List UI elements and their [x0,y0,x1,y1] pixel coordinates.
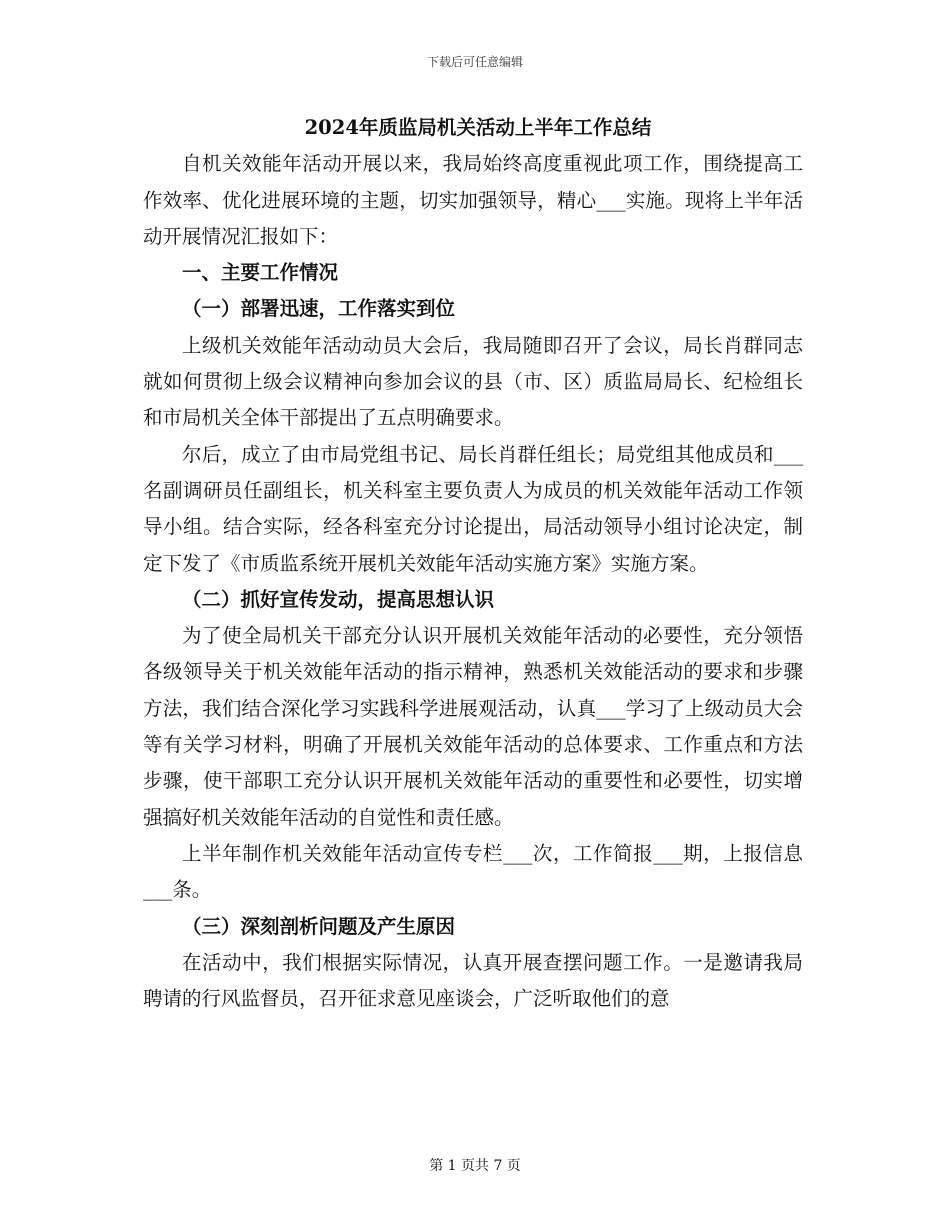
heading-main-work: 一、主要工作情况 [182,261,339,285]
header-note: 下载后可任意编辑 [426,55,523,69]
page-number-footer: 第 1 页共 7 页 [429,1158,521,1174]
paragraph-5: 在活动中，我们根据实际情况，认真开展查摆问题工作。一是邀请我局聘请的行风监督员，召开征求意见座谈会，广泛听取他们的意 [143,950,803,1011]
subheading-1: （一）部署迅速，工作落实到位 [182,297,456,321]
document-title: 2024年质监局机关活动上半年工作总结 [304,116,652,139]
subheading-2: （二）抓好宣传发动，提高思想认识 [182,587,495,611]
paragraph-4: 上半年制作机关效能年活动宣传专栏___次，工作简报___期，上报信息___条。 [143,841,803,902]
paragraph-2: 尔后，成立了由市局党组书记、局长肖群任组长；局党组其他成员和___名副调研员任副组长，机关科室主要负责人为成员的机关效能年活动工作领导小组。结合实际，经各科室充分讨论提出，局活动领导小组讨论决定，制定下发了《市质监系统开展机关效能年活动实施方案》实施方案。 [143,442,803,575]
document-body [143,110,803,1017]
paragraph-1: 上级机关效能年活动动员大会后，我局随即召开了会议，局长肖群同志就如何贯彻上级会议精神向参加会议的县（市、区）质监局局长、纪检组长和市局机关全体干部提出了五点明确要求。 [143,333,803,430]
paragraph-intro: 自机关效能年活动开展以来，我局始终高度重视此项工作，围绕提高工作效率、优化进展环境的主题，切实加强领导，精心___实施。现将上半年活动开展情况汇报如下： [143,152,803,248]
subheading-3: （三）深刻剖析问题及产生原因 [182,914,456,938]
paragraph-3: 为了使全局机关干部充分认识开展机关效能年活动的必要性，充分领悟各级领导关于机关效能年活动的指示精神，熟悉机关效能活动的要求和步骤方法，我们结合深化学习实践科学进展观活动，认真___学习了上级动员大会等有关学习材料，明确了开展机关效能年活动的总体要求、工作重点和方法步骤，使干部职工充分认识开展机关效能年活动的重要性和必要性，切实增强搞好机关效能年活动的自觉性和责任感。 [143,624,803,829]
